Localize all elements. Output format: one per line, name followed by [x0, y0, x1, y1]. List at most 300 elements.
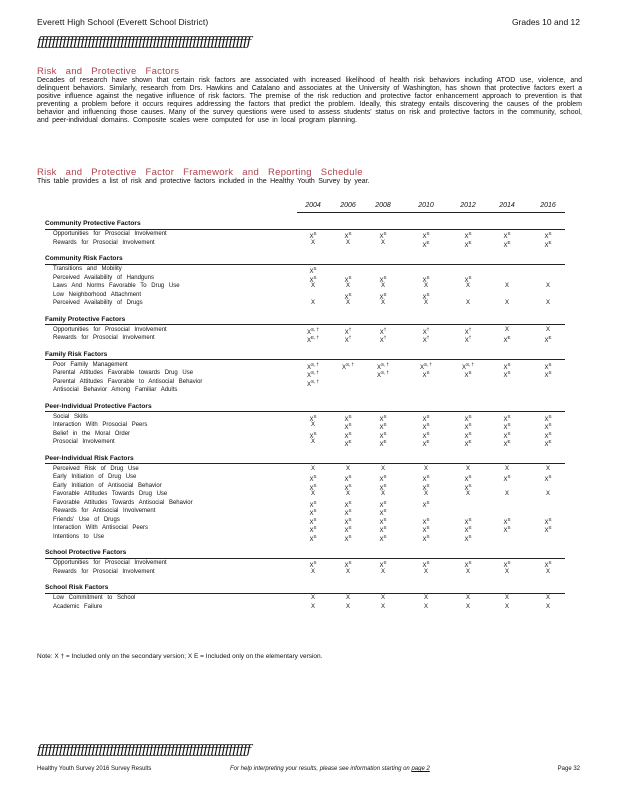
- included-mark: $X^S$: [422, 499, 430, 509]
- included-mark: $X^S$: [309, 533, 317, 543]
- table-row: [45, 274, 565, 283]
- table-row: [45, 265, 565, 274]
- included-mark: X†: [379, 326, 387, 336]
- included-mark: $X^S$: [464, 560, 472, 569]
- included-mark: X: [423, 491, 428, 497]
- mark-superscript: S: [507, 422, 511, 427]
- included-mark: X: [310, 422, 315, 428]
- included-mark: X: [345, 300, 350, 306]
- mark-superscript: S: [348, 274, 352, 280]
- mark-superscript: E, †: [311, 335, 320, 340]
- included-mark: $X^E$: [544, 239, 552, 249]
- included-mark: $X^S$: [379, 474, 387, 483]
- factor-label: Friends' Use of Drugs: [53, 516, 120, 523]
- table-row: [45, 334, 565, 343]
- factor-label: Rewards for Prosocial Involvement: [53, 239, 155, 246]
- mark-superscript: S: [313, 482, 317, 488]
- factor-label: Favorable Attitudes Towards Antisocial Behavior: [53, 499, 193, 506]
- mark-superscript: E: [468, 439, 472, 444]
- mark-superscript: S: [383, 533, 387, 539]
- included-mark: $X^S$: [309, 508, 317, 517]
- included-mark: X: [545, 568, 550, 575]
- included-mark: $X^S$: [379, 274, 387, 284]
- included-mark: X: [545, 491, 550, 497]
- included-mark: $X^S$: [503, 231, 511, 240]
- included-mark: $X^S$: [464, 525, 472, 534]
- mark-superscript: S, †: [381, 361, 390, 367]
- included-mark: X: [310, 439, 315, 445]
- mark-superscript: S: [348, 413, 352, 419]
- factor-label: Rewards for Prosocial Involvement: [53, 335, 155, 341]
- footer-help-text: For help interpreting your results, please see information starting on: [230, 766, 410, 772]
- factor-label: Low Neighborhood Attachment: [53, 291, 142, 298]
- included-mark: $X^S$: [309, 430, 317, 440]
- section-title-framework: Risk and Protective Factor Framework and Reporting Schedule: [37, 167, 363, 178]
- included-mark: $X^S$: [544, 560, 552, 569]
- mark-superscript: S: [426, 422, 430, 427]
- mark-superscript: S, †: [311, 361, 320, 367]
- included-mark: X: [380, 568, 385, 575]
- included-mark: X: [504, 465, 509, 472]
- intro-paragraph: Decades of research have shown that certain risk factors are associated with increased likelihood of health risk behaviors including ATOD use, violence, and delinquent behaviors. Similarly, research from Drs. Hawkins and Catalano and associates at the University of Washington, has shown that protective factors exert a positive influence against the negative influence of risk factors. The premise of the risk reduction and protective factor enhancement approach to prevention is that preventing a problem before it occurs requires addressing the factors that predict the problem. Ideally, this strategy entails discovering the causes of the problem behavior and influencing those causes. Many of the survey questions were used to assess students' status on risk and protective factors in the community, school, and peer-individual domains. Composite scales were computed for use in local program planning.: [37, 77, 582, 124]
- included-mark: X: [310, 239, 315, 246]
- group-title: Family Protective Factors: [45, 315, 126, 323]
- decorative-rule-top: ƒƒƒƒƒƒƒƒƒƒƒƒƒƒƒƒƒƒƒƒƒƒƒƒƒƒƒƒƒƒƒƒƒƒƒƒƒƒƒƒƒƒƒƒƒƒƒƒƒƒƒƒƒƒƒƒƒƒƒ: [37, 36, 251, 50]
- mark-superscript: S: [548, 370, 552, 375]
- included-mark: $X^S$: [503, 361, 511, 371]
- mark-superscript: S: [313, 266, 317, 271]
- mark-superscript: S: [383, 291, 387, 297]
- table-row: [45, 499, 565, 508]
- mark-superscript: S: [507, 370, 511, 375]
- factor-label: Early Initiation of Drug Use: [53, 474, 137, 480]
- mark-superscript: S: [507, 516, 511, 522]
- factor-group: [45, 455, 565, 542]
- included-mark: $X^S$: [422, 474, 430, 483]
- decorative-rule-bottom: ƒƒƒƒƒƒƒƒƒƒƒƒƒƒƒƒƒƒƒƒƒƒƒƒƒƒƒƒƒƒƒƒƒƒƒƒƒƒƒƒƒƒƒƒƒƒƒƒƒƒƒƒƒƒƒƒƒƒƒ: [37, 744, 251, 758]
- included-mark: $X^S$: [422, 533, 430, 543]
- mark-superscript: S: [548, 413, 552, 419]
- mark-superscript: S: [426, 474, 430, 479]
- framework-subtitle: This table provides a list of risk and protective factors included in the Healthy Youth Survey by year.: [37, 178, 370, 185]
- included-mark: $X^S$: [422, 516, 430, 526]
- mark-superscript: E: [548, 239, 552, 245]
- included-mark: X: [310, 595, 315, 601]
- mark-superscript: S: [426, 430, 430, 436]
- included-mark: $X^{S, \dagger}$: [306, 378, 320, 388]
- included-mark: $X^S$: [344, 525, 352, 534]
- included-mark: X: [545, 465, 550, 472]
- mark-superscript: S: [426, 274, 430, 280]
- included-mark: X: [310, 491, 315, 497]
- factor-group: [45, 403, 565, 447]
- included-mark: X: [504, 283, 509, 289]
- included-mark: X†: [422, 326, 430, 336]
- mark-superscript: S: [383, 560, 387, 565]
- mark-superscript: S: [548, 474, 552, 479]
- factor-label: Opportunities for Prosocial Involvement: [53, 560, 167, 566]
- included-mark: $X^S$: [503, 560, 511, 569]
- included-mark: $X^{S, \dagger}$: [376, 370, 390, 379]
- included-mark: X: [465, 283, 470, 289]
- mark-superscript: E: [383, 439, 387, 444]
- included-mark: $X^S$: [422, 430, 430, 440]
- mark-superscript: S: [426, 516, 430, 522]
- included-mark: $X^S$: [379, 430, 387, 440]
- table-row: [45, 524, 565, 533]
- mark-superscript: S, †: [424, 361, 433, 367]
- included-mark: $X^S$: [464, 413, 472, 423]
- included-mark: $X^{S, \dagger}$: [341, 361, 355, 371]
- included-mark: $X^S$: [544, 422, 552, 431]
- table-row: [45, 239, 565, 248]
- mark-superscript: S: [468, 413, 472, 419]
- table-row: [45, 378, 565, 387]
- included-mark: $X^S$: [422, 422, 430, 431]
- mark-superscript: S: [313, 274, 317, 280]
- included-mark: X: [345, 491, 350, 497]
- included-mark: X: [423, 283, 428, 289]
- table-row: [45, 430, 565, 439]
- included-mark: $X^S$: [309, 413, 317, 423]
- table-row: [45, 361, 565, 370]
- mark-superscript: S: [548, 430, 552, 436]
- table-row: [45, 473, 565, 482]
- mark-superscript: S: [313, 525, 317, 530]
- included-mark: X: [380, 603, 385, 610]
- included-mark: X: [504, 300, 509, 306]
- table-row: [45, 603, 565, 612]
- mark-superscript: S: [313, 516, 317, 522]
- mark-superscript: S: [383, 516, 387, 522]
- group-title: Family Risk Factors: [45, 350, 108, 358]
- mark-superscript: E: [507, 335, 511, 340]
- included-mark: X: [465, 595, 470, 601]
- mark-superscript: S: [548, 231, 552, 236]
- included-mark: $X^S$: [464, 274, 472, 284]
- table-row: [45, 326, 565, 335]
- group-title: School Risk Factors: [45, 584, 109, 591]
- mark-superscript: S: [426, 482, 430, 488]
- factor-label: Intentions to Use: [53, 533, 105, 540]
- factor-label: Laws And Norms Favorable To Drug Use: [53, 283, 180, 289]
- included-mark: $X^S$: [503, 422, 511, 431]
- included-mark: $X^S$: [379, 560, 387, 569]
- mark-superscript: S: [383, 525, 387, 530]
- factor-group: [45, 255, 565, 308]
- included-mark: X: [545, 283, 550, 289]
- included-mark: X: [380, 283, 385, 289]
- mark-superscript: S: [348, 525, 352, 530]
- mark-superscript: S: [548, 422, 552, 427]
- mark-superscript: S: [313, 499, 317, 505]
- mark-superscript: S, †: [346, 361, 355, 367]
- included-mark: $X^S$: [464, 533, 472, 543]
- included-mark: X: [380, 491, 385, 497]
- year-header: 2008: [375, 202, 391, 209]
- mark-superscript: S: [468, 525, 472, 530]
- mark-superscript: S, †: [311, 370, 320, 375]
- mark-superscript: S: [507, 413, 511, 419]
- included-mark: X: [345, 568, 350, 575]
- included-mark: $X^S$: [379, 413, 387, 423]
- mark-superscript: S: [468, 474, 472, 479]
- included-mark: X: [545, 300, 550, 306]
- included-mark: X†: [464, 326, 472, 336]
- included-mark: X: [310, 300, 315, 306]
- included-mark: X: [545, 595, 550, 601]
- mark-superscript: E: [348, 439, 352, 444]
- included-mark: $X^S$: [464, 430, 472, 440]
- mark-superscript: †: [383, 335, 387, 340]
- included-mark: X: [310, 568, 315, 575]
- included-mark: $X^S$: [344, 274, 352, 284]
- group-title: Community Protective Factors: [45, 220, 141, 227]
- included-mark: X: [423, 603, 428, 610]
- mark-superscript: S: [426, 231, 430, 236]
- included-mark: $X^S$: [344, 560, 352, 569]
- included-mark: $X^E$: [464, 239, 472, 249]
- mark-superscript: S: [348, 482, 352, 488]
- included-mark: $X^S$: [344, 231, 352, 240]
- included-mark: X: [310, 603, 315, 610]
- mark-superscript: S: [468, 560, 472, 565]
- mark-superscript: E: [548, 439, 552, 444]
- mark-superscript: S: [507, 525, 511, 530]
- included-mark: $X^S$: [379, 422, 387, 431]
- included-mark: $X^S$: [464, 516, 472, 526]
- included-mark: X: [504, 491, 509, 497]
- included-mark: $X^S$: [309, 516, 317, 526]
- mark-superscript: S: [313, 430, 317, 436]
- mark-superscript: S: [426, 370, 430, 375]
- table-row: [45, 413, 565, 422]
- factor-label: Belief in the Moral Order: [53, 430, 131, 437]
- factor-group: [45, 316, 565, 343]
- note-prefix: Note:: [37, 653, 53, 660]
- included-mark: X: [345, 465, 350, 472]
- table-row: [45, 465, 565, 474]
- mark-superscript: S: [507, 361, 511, 367]
- table-row: [45, 438, 565, 447]
- included-mark: X: [310, 465, 315, 472]
- included-mark: X†: [422, 335, 430, 344]
- group-title: Peer-Individual Risk Factors: [45, 454, 134, 462]
- included-mark: $X^S$: [344, 422, 352, 431]
- included-mark: X: [423, 465, 428, 472]
- factor-label: Opportunities for Prosocial Involvement: [53, 231, 167, 237]
- included-mark: X: [423, 300, 428, 306]
- included-mark: $X^S$: [503, 413, 511, 423]
- factor-label: Low Commitment to School: [53, 595, 136, 601]
- included-mark: X: [504, 603, 509, 610]
- table-row: [45, 559, 565, 568]
- factor-group: [45, 584, 565, 611]
- factor-label: Favorable Attitudes Towards Drug Use: [53, 491, 168, 497]
- factor-group: [45, 351, 565, 395]
- included-mark: $X^{S, \dagger}$: [461, 361, 475, 371]
- included-mark: $X^S$: [309, 231, 317, 240]
- included-mark: X†: [464, 335, 472, 344]
- mark-superscript: S: [548, 560, 552, 565]
- mark-superscript: †: [426, 335, 430, 340]
- mark-superscript: S, †: [381, 370, 390, 375]
- included-mark: $X^S$: [422, 413, 430, 423]
- mark-superscript: S: [383, 474, 387, 479]
- included-mark: $X^S$: [309, 560, 317, 569]
- note-text: X † = Included only on the secondary version; X E = Included only on the elementary version.: [54, 653, 323, 660]
- year-header: 2010: [418, 202, 434, 209]
- included-mark: X: [465, 491, 470, 497]
- included-mark: $X^S$: [309, 525, 317, 534]
- mark-superscript: S: [507, 430, 511, 436]
- included-mark: X: [504, 326, 509, 333]
- included-mark: $X^{S, \dagger}$: [306, 326, 320, 336]
- factor-label: Academic Failure: [53, 603, 103, 610]
- year-header: 2012: [460, 202, 476, 209]
- mark-superscript: S, †: [311, 326, 320, 332]
- included-mark: $X^S$: [344, 508, 352, 517]
- included-mark: X: [345, 283, 350, 289]
- included-mark: X†: [379, 335, 387, 344]
- table-row: [45, 299, 565, 308]
- included-mark: X: [545, 603, 550, 610]
- included-mark: X: [465, 568, 470, 575]
- included-mark: $X^S$: [344, 516, 352, 526]
- included-mark: $X^E$: [503, 335, 511, 344]
- mark-superscript: S: [348, 560, 352, 565]
- included-mark: $X^E$: [422, 439, 430, 448]
- mark-superscript: S: [383, 413, 387, 419]
- included-mark: X†: [344, 326, 352, 336]
- mark-superscript: S: [313, 560, 317, 565]
- factor-label: Poor Family Management: [53, 361, 128, 368]
- mark-superscript: S: [313, 474, 317, 479]
- included-mark: $X^S$: [344, 413, 352, 423]
- included-mark: $X^S$: [464, 370, 472, 379]
- included-mark: $X^S$: [544, 516, 552, 526]
- table-row: [45, 369, 565, 378]
- included-mark: $X^S$: [544, 370, 552, 379]
- included-mark: X: [380, 595, 385, 601]
- included-mark: X: [465, 603, 470, 610]
- included-mark: $X^E$: [503, 439, 511, 448]
- included-mark: $X^{E, \dagger}$: [306, 335, 320, 344]
- mark-superscript: S: [383, 508, 387, 513]
- mark-superscript: S: [426, 560, 430, 565]
- included-mark: $X^S$: [344, 533, 352, 543]
- table-row: [45, 533, 565, 542]
- included-mark: X: [345, 603, 350, 610]
- section-title-risk-protective: Risk and Protective Factors: [37, 66, 180, 77]
- mark-superscript: S: [348, 533, 352, 539]
- included-mark: X: [310, 283, 315, 289]
- included-mark: $X^S$: [422, 482, 430, 492]
- mark-superscript: S: [468, 231, 472, 236]
- included-mark: $X^S$: [503, 430, 511, 440]
- mark-superscript: S: [383, 499, 387, 505]
- mark-superscript: S: [313, 508, 317, 513]
- included-mark: $X^{S, \dagger}$: [306, 370, 320, 379]
- mark-superscript: S: [313, 533, 317, 539]
- factor-label: Perceived Risk of Drug Use: [53, 465, 139, 472]
- included-mark: X: [345, 595, 350, 601]
- mark-superscript: S: [426, 413, 430, 419]
- mark-superscript: S: [507, 560, 511, 565]
- included-mark: $X^S$: [309, 499, 317, 509]
- mark-superscript: S: [548, 525, 552, 530]
- included-mark: $X^S$: [344, 291, 352, 301]
- footer-page-link[interactable]: page 2: [411, 766, 430, 772]
- factor-label: Parental Attitudes Favorable to Antisocial Behavior: [53, 378, 203, 385]
- included-mark: $X^S$: [544, 413, 552, 423]
- factor-label: Opportunities for Prosocial Involvement: [53, 326, 167, 333]
- factor-label: Rewards for Prosocial Involvement: [53, 568, 155, 575]
- footer-page-number: Page 32: [557, 766, 580, 772]
- included-mark: X: [504, 595, 509, 601]
- included-mark: $X^E$: [464, 439, 472, 448]
- included-mark: $X^S$: [464, 422, 472, 431]
- school-name: Everett High School (Everett School District): [37, 17, 209, 27]
- included-mark: $X^S$: [379, 516, 387, 526]
- included-mark: $X^S$: [503, 474, 511, 483]
- included-mark: $X^S$: [464, 231, 472, 240]
- year-header: 2016: [540, 202, 556, 209]
- mark-superscript: E: [426, 239, 430, 245]
- included-mark: $X^E$: [379, 439, 387, 448]
- included-mark: X: [465, 300, 470, 306]
- included-mark: $X^S$: [309, 274, 317, 284]
- included-mark: $X^E$: [344, 439, 352, 448]
- included-mark: $X^S$: [379, 231, 387, 240]
- included-mark: $X^S$: [422, 231, 430, 240]
- included-mark: $X^S$: [344, 482, 352, 492]
- table-row: [45, 386, 565, 395]
- included-mark: $X^S$: [464, 482, 472, 492]
- mark-superscript: S: [426, 291, 430, 297]
- mark-superscript: S: [548, 361, 552, 367]
- year-header: 2014: [499, 202, 515, 209]
- table-row: [45, 282, 565, 291]
- mark-superscript: S: [383, 422, 387, 427]
- factor-label: Prosocial Involvement: [53, 439, 115, 445]
- mark-superscript: S: [313, 231, 317, 236]
- included-mark: X: [380, 465, 385, 472]
- included-mark: $X^S$: [503, 370, 511, 379]
- mark-superscript: †: [383, 326, 387, 332]
- mark-superscript: †: [426, 326, 430, 332]
- included-mark: X: [345, 239, 350, 246]
- mark-superscript: S: [348, 499, 352, 505]
- mark-superscript: E: [426, 439, 430, 444]
- mark-superscript: S: [507, 474, 511, 479]
- mark-superscript: S: [383, 274, 387, 280]
- included-mark: $X^S$: [379, 525, 387, 534]
- factor-label: Interaction With Prosocial Peers: [53, 422, 148, 428]
- factor-group: [45, 220, 565, 247]
- factor-label: Social Skills: [53, 413, 89, 420]
- mark-superscript: †: [468, 326, 472, 332]
- included-mark: X: [380, 239, 385, 246]
- mark-superscript: S: [426, 499, 430, 505]
- included-mark: $X^E$: [422, 239, 430, 249]
- table-row: [45, 482, 565, 491]
- table-row: [45, 516, 565, 525]
- factor-group: [45, 549, 565, 576]
- table-row: [45, 421, 565, 430]
- included-mark: $X^S$: [503, 516, 511, 526]
- included-mark: X: [423, 568, 428, 575]
